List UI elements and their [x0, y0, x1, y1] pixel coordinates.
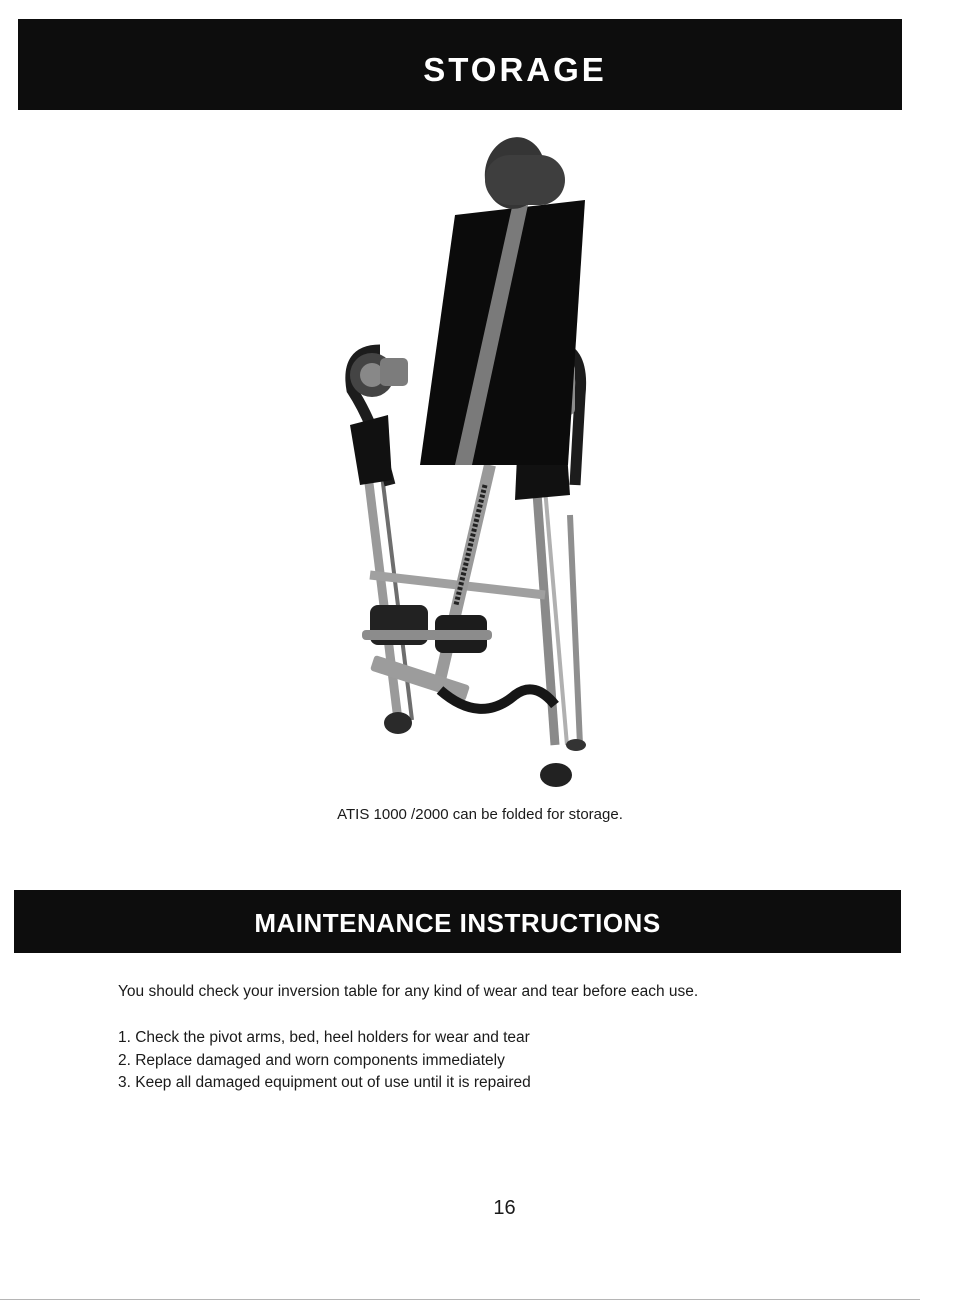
maintenance-header [14, 890, 901, 953]
bottom-divider [0, 1299, 920, 1300]
maintenance-step: 1. Check the pivot arms, bed, heel holders for wear and tear [118, 1029, 530, 1046]
maintenance-step: 2. Replace damaged and worn components immediately [118, 1051, 505, 1069]
maintenance-intro: You should check your inversion table for any kind of wear and tear before each use. [118, 983, 699, 1000]
inversion-table-image [330, 135, 620, 795]
storage-caption [0, 806, 954, 823]
storage-caption-text: ATIS 1000 /2000 can be folded for storage. [337, 806, 623, 823]
maintenance-step: 3. Keep all damaged equipment out of use until it is repaired [118, 1074, 531, 1091]
storage-title: STORAGE [423, 50, 607, 88]
page-number: 16 [493, 1197, 516, 1219]
storage-header [18, 19, 902, 110]
maintenance-title: MAINTENANCE INSTRUCTIONS [254, 908, 661, 938]
maintenance-steps [118, 1027, 531, 1095]
